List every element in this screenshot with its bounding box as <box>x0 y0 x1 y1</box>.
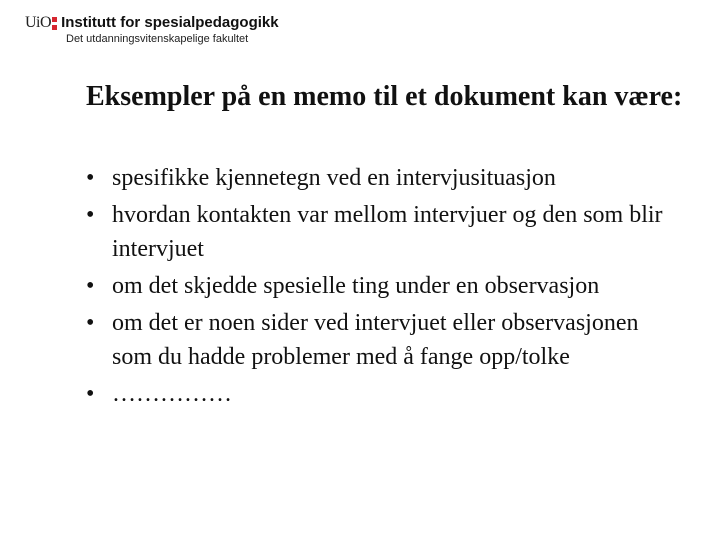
bullet-icon: • <box>86 202 95 228</box>
uio-logo: UiO <box>25 14 52 31</box>
bullet-icon: • <box>86 381 95 407</box>
bullet-text: …………… <box>112 381 232 407</box>
institute-name: Institutt for spesialpedagogikk <box>61 14 279 31</box>
bullet-list <box>86 161 676 414</box>
bullet-text: spesifikke kjennetegn ved en intervjusituasjon <box>112 165 556 191</box>
list-item <box>86 306 676 374</box>
logo-dots-icon <box>52 17 57 30</box>
faculty-name: Det utdanningsvitenskapelige fakultet <box>66 33 249 45</box>
list-item <box>86 269 676 303</box>
bullet-text: hvordan kontakten var mellom intervjuer og den som blir intervjuet <box>112 202 663 262</box>
bullet-icon: • <box>86 273 95 299</box>
bullet-text: om det er noen sider ved intervjuet eller observasjonen som du hadde problemer med å fange opp/tolke <box>112 310 639 370</box>
list-item <box>86 198 676 266</box>
list-item <box>86 377 676 411</box>
bullet-icon: • <box>86 310 95 336</box>
bullet-text: om det skjedde spesielle ting under en observasjon <box>112 273 600 299</box>
header <box>25 14 279 48</box>
logo-row <box>25 14 279 32</box>
slide-title: Eksempler på en memo til et dokument kan være: <box>86 81 683 112</box>
list-item <box>86 161 676 195</box>
bullet-icon: • <box>86 165 95 191</box>
